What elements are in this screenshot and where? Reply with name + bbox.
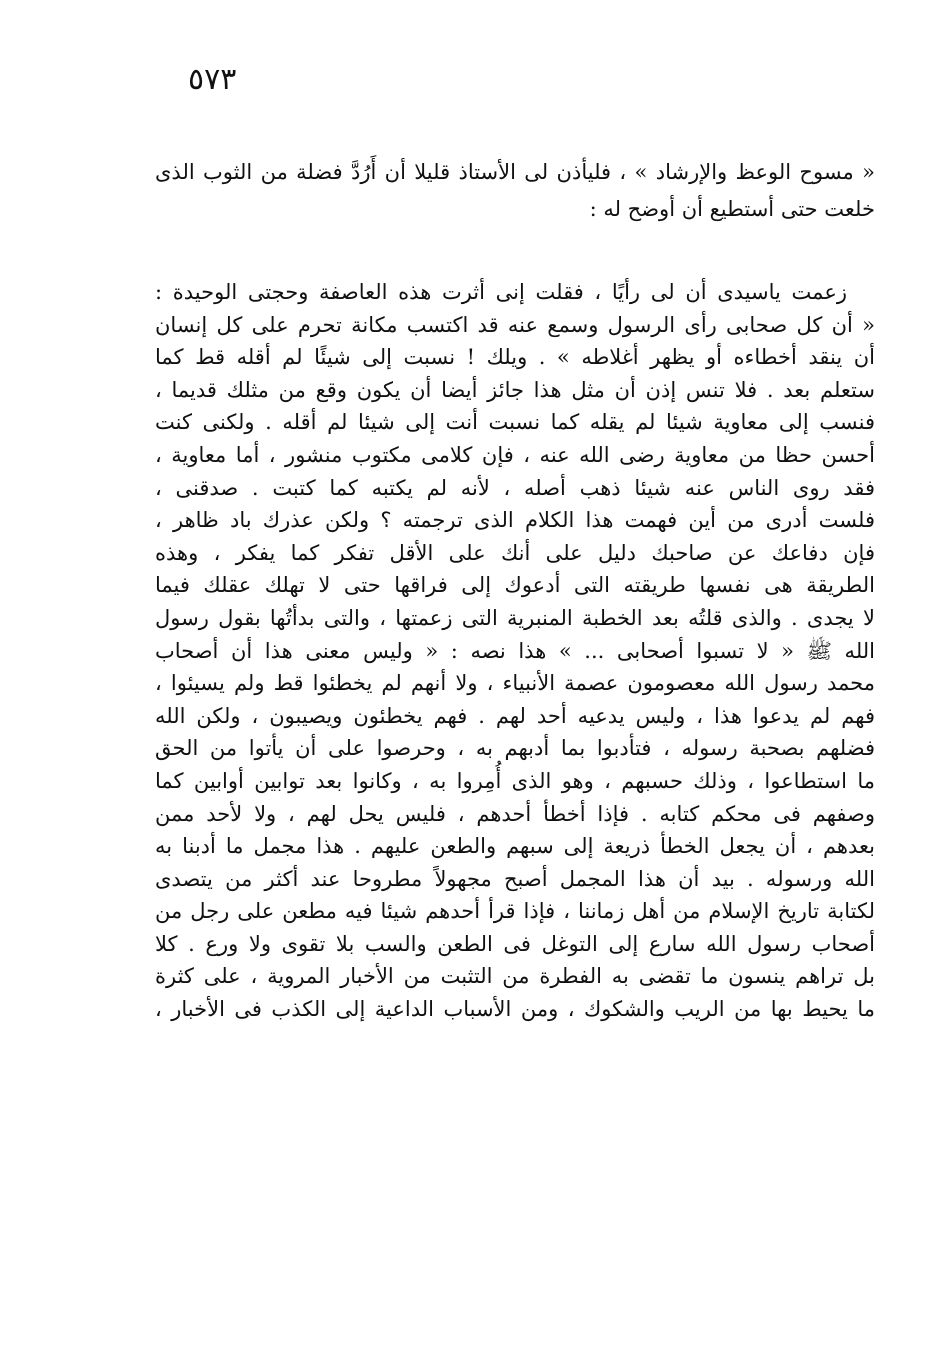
text-line: بعدهم ، أن يجعل الخطأ ذريعة إلى سبهم والطعن عليهم . هذا مجمل ما أدبنا به (155, 834, 875, 859)
body-paragraph (155, 276, 875, 1026)
text-line: فهم لم يدعوا هذا ، وليس يدعيه أحد لهم . فهم يخطئون ويصيبون ، ولكن الله (155, 703, 875, 728)
text-line: أحسن حظا من معاوية رضى الله عنه ، فإن كلامى مكتوب منشور ، أما معاوية ، (155, 442, 875, 467)
text-line: فلست أدرى من أين فهمت هذا الكلام الذى ترجمته ؟ ولكن عذرك باد ظاهر ، (155, 508, 875, 533)
text-line: أن ينقد أخطاءه أو يظهر أغلاطه » . ويلك ! نسبت إلى شيئًا لم أقله قط كما (155, 345, 875, 370)
text-line: لكتابة تاريخ الإسلام من أهل زماننا ، فإذا قرأ أحدهم شيئا فيه مطعن على رجل من (155, 899, 875, 924)
text-line: « أن كل صحابى رأى الرسول وسمع عنه قد اكتسب مكانة تحرم على كل إنسان (155, 312, 875, 337)
text-line: فضلهم بصحبة رسوله ، فتأدبوا بما أدبهم به ، وحرصوا على أن يأتوا من الحق (155, 736, 875, 761)
text-line: ستعلم بعد . فلا تنس إذن أن مثل هذا جائز أيضا أن يكون وقع من مثلك قديما ، (155, 377, 875, 402)
text-line: بل تراهم ينسون ما تقضى به الفطرة من التثبت من الأخبار المروية ، على كثرة (155, 964, 875, 989)
text-line: الله ورسوله . بيد أن هذا المجمل أصبح مجهولاً مطروحا عند أكثر من يتصدى (155, 866, 875, 891)
text-line: محمد رسول الله معصومون عصمة الأنبياء ، ولا أنهم لم يخطئوا قط ولم يسيئوا ، (155, 671, 875, 696)
page-number: ٥٧٣ (188, 62, 237, 97)
intro-paragraph (155, 154, 875, 228)
text-line: زعمت ياسيدى أن لى رأيًا ، فقلت إنى أثرت هذه العاصفة وحجتى الوحيدة : (155, 280, 847, 304)
text-line: خلعت حتى أستطيع أن أوضح له : (589, 197, 875, 221)
text-line: « مسوح الوعظ والإرشاد » ، فليأذن لى الأستاذ قليلا أن أَرُدَّ فضلة من الثوب الذى (155, 160, 875, 184)
text-line: فقد روى الناس عنه شيئا ذهب أصله ، لأنه لم يكتبه كما كتبت . صدقنى ، (155, 475, 875, 500)
text-line: ما استطاعوا ، وذلك حسبهم ، وهو الذى أُمِروا به ، وكانوا بعد توابين أوابين كما (155, 768, 875, 793)
text-line: الطريقة هى نفسها طريقته التى أدعوك إلى فراقها حتى لا تهلك عقلك فيما (155, 573, 875, 598)
text-line: فإن دفاعك عن صاحبك دليل على أنك على الأقل تفكر كما يفكر ، وهذه (155, 540, 875, 565)
text-line: لا يجدى . والذى قلتُه بعد الخطبة المنبرية التى زعمتها ، والتى بدأتُها بقول رسول (155, 605, 875, 630)
text-line: ما يحيط بها من الريب والشكوك ، ومن الأسباب الداعية إلى الكذب فى الأخبار ، (155, 997, 875, 1022)
text-line: الله ﷺ « لا تسبوا أصحابى ... » هذا نصه : « وليس معنى هذا أن أصحاب (155, 638, 875, 663)
text-line: وصفهم فى محكم كتابه . فإذا أخطأ أحدهم ، فليس يحل لهم ، ولا لأحد ممن (155, 801, 875, 826)
text-line: فنسب إلى معاوية شيئا لم يقله كما نسبت أنت إلى شيئا لم أقله . ولكنى كنت (155, 410, 875, 435)
text-line: أصحاب رسول الله سارع إلى التوغل فى الطعن والسب بلا تقوى ولا ورع . كلا (155, 931, 875, 956)
